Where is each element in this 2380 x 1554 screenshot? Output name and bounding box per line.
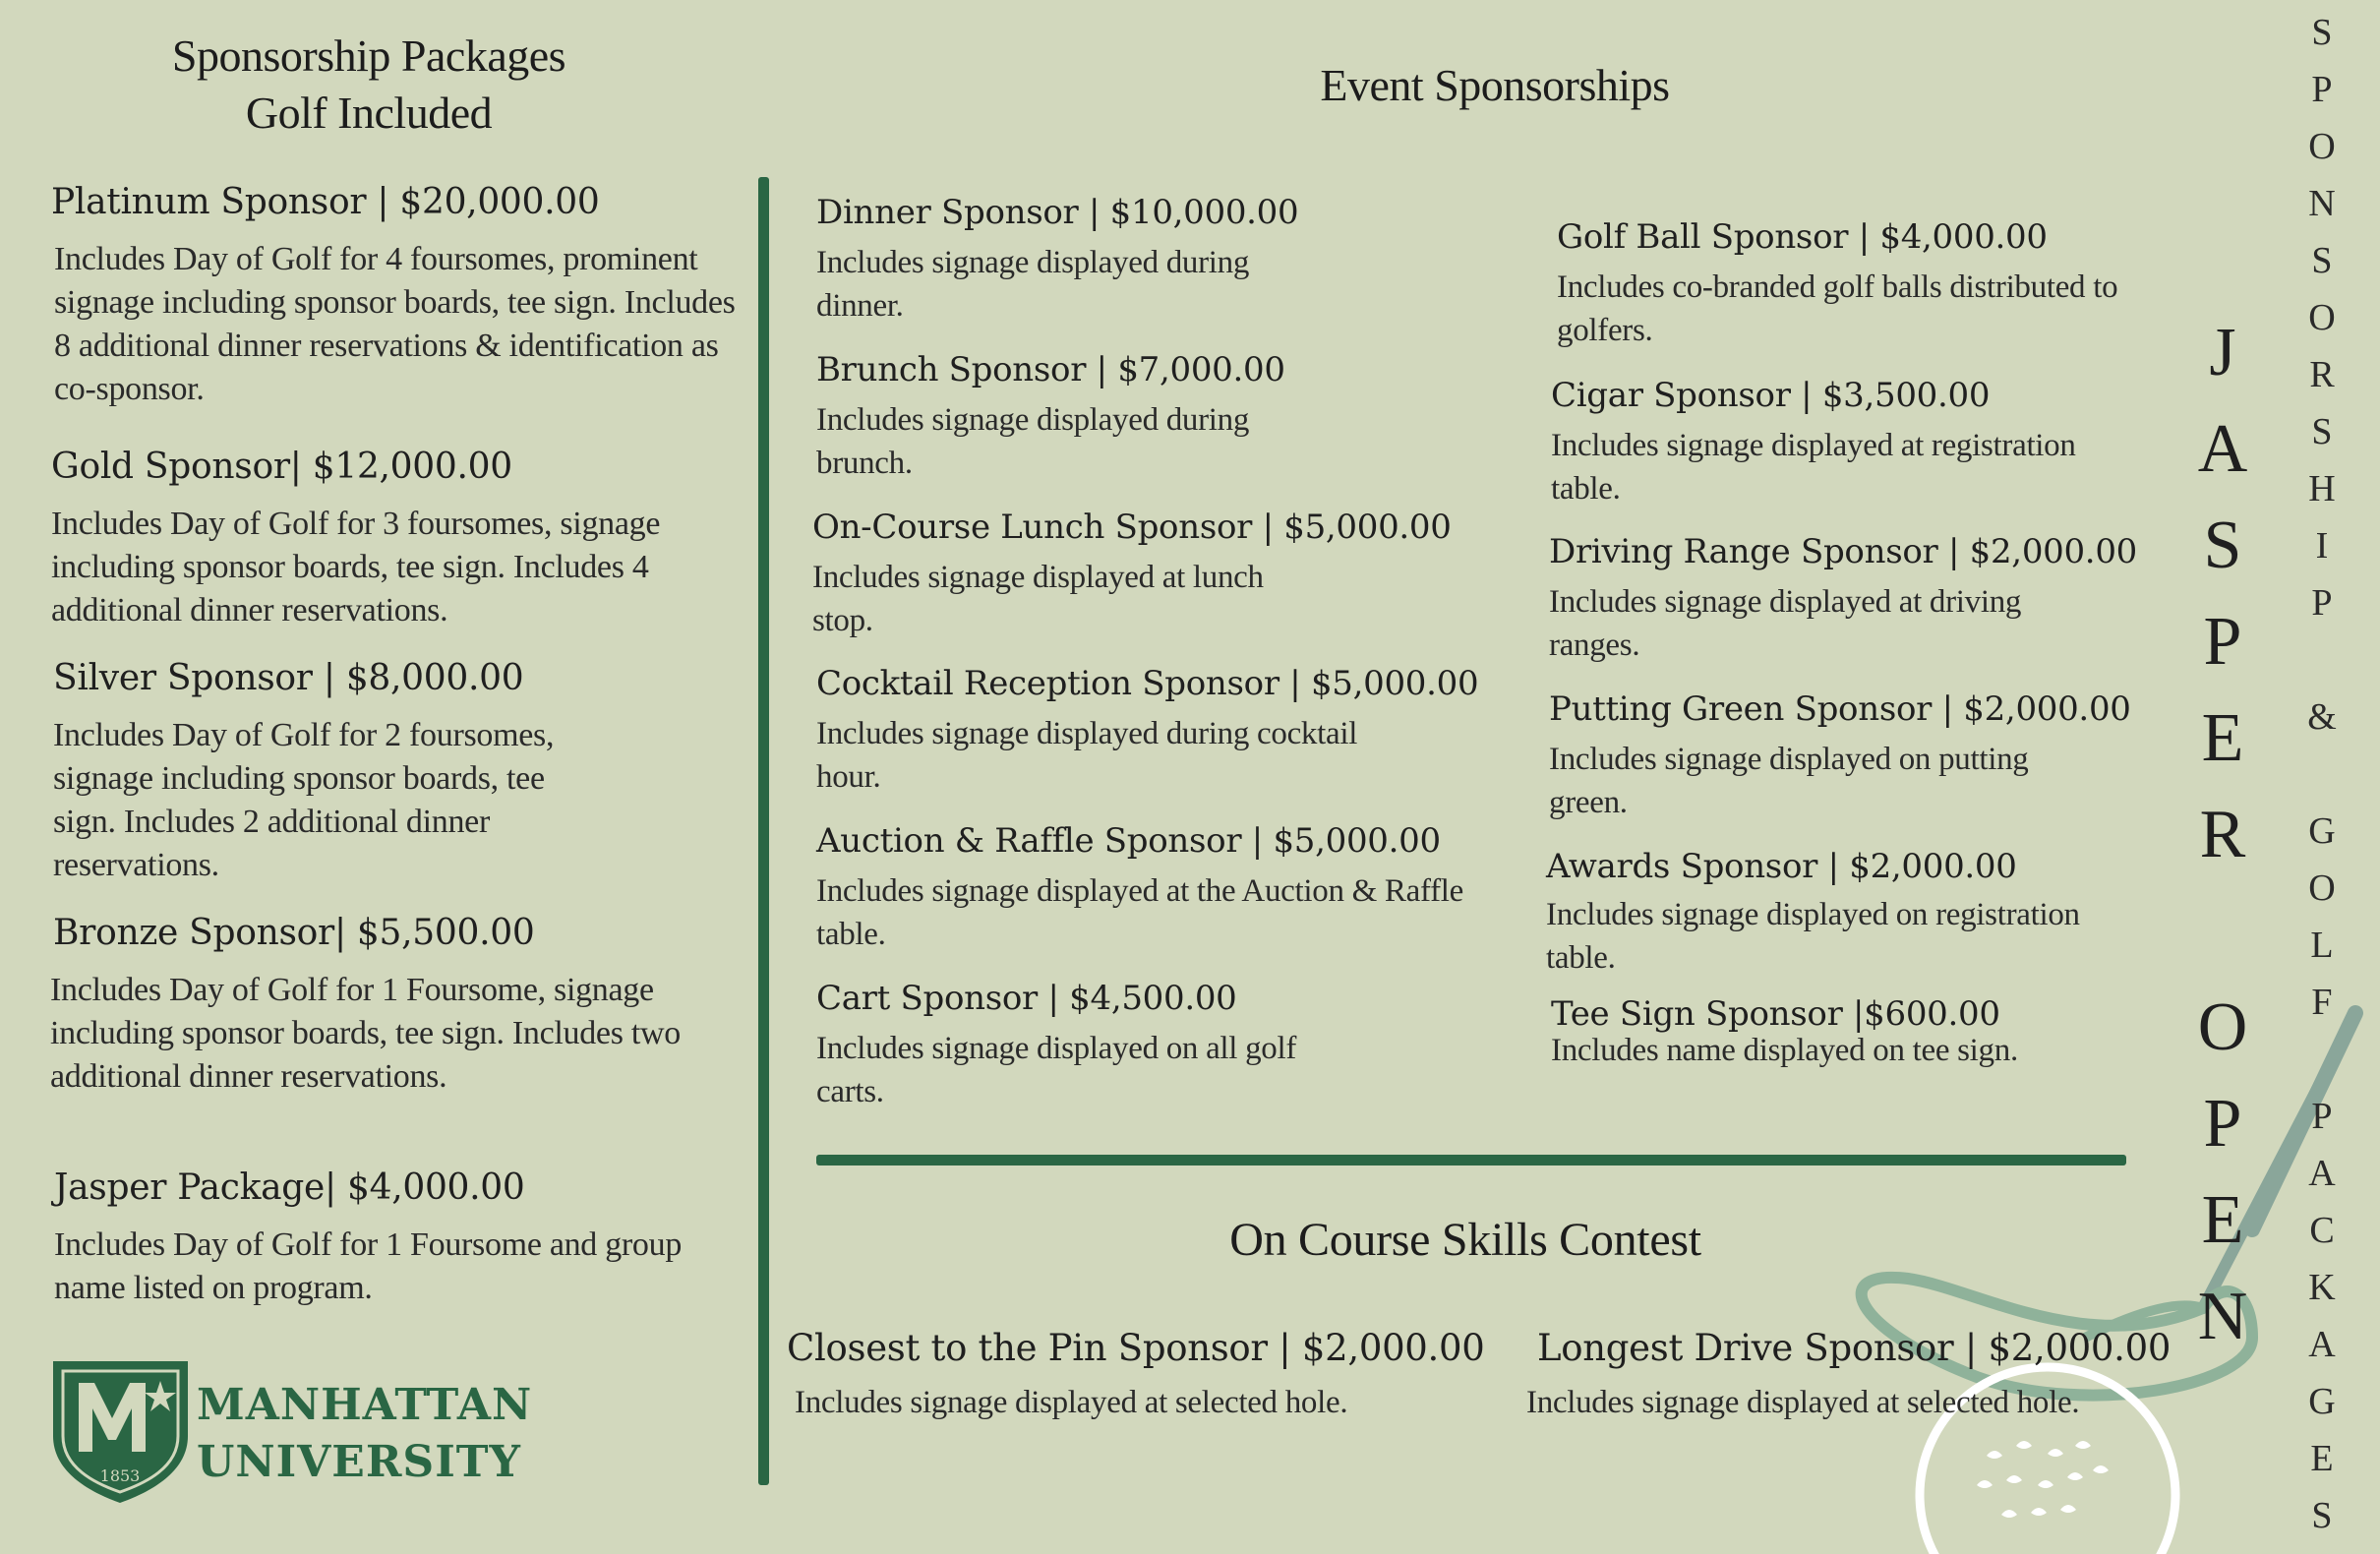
event-description: Includes signage displayed during dinner.: [816, 245, 1250, 324]
skills-description: Includes signage displayed at selected hole.: [1526, 1385, 2080, 1420]
event-sponsorships-title: Event Sponsorships: [1320, 60, 1670, 110]
logo-year: 1853: [99, 1466, 141, 1485]
event-heading: Auction & Raffle Sponsor | $5,000.00: [816, 821, 1441, 861]
event-heading: Driving Range Sponsor | $2,000.00: [1549, 532, 2137, 571]
event-lunch: [812, 507, 1452, 642]
package-description: Includes Day of Golf for 4 foursomes, prominent signage including sponsor boards, tee sign. Includes 8 additional dinner reservations & identification as co-sponsor.: [54, 241, 736, 407]
package-platinum: [51, 181, 740, 411]
jasper-open-vertical-title: J A S P E R O P E N: [2197, 315, 2248, 1354]
event-description: Includes signage displayed during cocktail hour.: [816, 716, 1358, 795]
skills-closest-to-pin: [787, 1328, 1495, 1424]
event-heading: Brunch Sponsor | $7,000.00: [816, 350, 1285, 389]
event-cocktail: [816, 663, 1479, 799]
event-tee-sign: [1551, 993, 2043, 1072]
event-description: Includes signage displayed at registration table.: [1551, 428, 2076, 507]
event-heading: Cart Sponsor | $4,500.00: [816, 979, 1237, 1018]
horizontal-divider: [816, 1155, 2126, 1166]
event-description: Includes co-branded golf balls distributed to golfers.: [1557, 269, 2118, 348]
event-description: Includes signage displayed on all golf carts.: [816, 1031, 1297, 1109]
event-heading: Putting Green Sponsor | $2,000.00: [1549, 689, 2131, 729]
package-heading: Gold Sponsor| $12,000.00: [51, 447, 512, 487]
package-heading: Jasper Package| $4,000.00: [54, 1167, 525, 1208]
skills-heading: Closest to the Pin Sponsor | $2,000.00: [787, 1327, 1485, 1369]
package-heading: Platinum Sponsor | $20,000.00: [51, 182, 600, 222]
package-description: Includes Day of Golf for 1 Foursome and group name listed on program.: [54, 1226, 683, 1306]
manhattan-shield-logo: [49, 1357, 192, 1505]
skills-heading: Longest Drive Sponsor | $2,000.00: [1537, 1327, 2172, 1369]
package-description: Includes Day of Golf for 3 foursomes, signage including sponsor boards, tee sign. Includes 4 additional dinner reservations.: [51, 506, 661, 628]
vertical-divider: [758, 177, 769, 1485]
package-silver: [53, 657, 604, 887]
skills-description: Includes signage displayed at selected hole.: [795, 1385, 1348, 1420]
event-description: Includes signage displayed at the Auction & Raffle table.: [816, 873, 1463, 952]
package-jasper: [54, 1166, 684, 1310]
sponsorship-golf-packages-vertical-subtitle: S P O N S O R S H I P & G O L F P A C K A G E S: [2307, 12, 2337, 1536]
package-description: Includes Day of Golf for 1 Foursome, signage including sponsor boards, tee sign. Includes two additional dinner reservations.: [50, 972, 681, 1095]
event-description: Includes name displayed on tee sign.: [1551, 1033, 2018, 1068]
event-description: Includes signage displayed on putting green.: [1549, 742, 2029, 820]
event-dinner: [816, 192, 1328, 328]
package-heading: Bronze Sponsor| $5,500.00: [53, 913, 535, 953]
event-heading: Cigar Sponsor | $3,500.00: [1551, 376, 1991, 415]
package-gold: [51, 446, 700, 632]
event-auction: [816, 820, 1524, 956]
package-bronze: [50, 912, 683, 1099]
event-description: Includes signage displayed during brunch.: [816, 402, 1250, 481]
event-putting-green: [1549, 688, 2131, 824]
package-heading: Silver Sponsor | $8,000.00: [53, 658, 524, 698]
event-description: Includes signage displayed at lunch stop.: [812, 560, 1264, 638]
package-description: Includes Day of Golf for 2 foursomes, signage including sponsor boards, tee sign. Includes 2 additional dinner reservations.: [53, 717, 555, 883]
event-golf-ball: [1557, 216, 2186, 352]
packages-title: Sponsorship Packages Golf Included: [171, 30, 566, 138]
skills-longest-drive: [1526, 1327, 2172, 1424]
event-awards: [1546, 846, 2156, 980]
university-wordmark: MANHATTAN UNIVERSITY: [197, 1380, 533, 1487]
skills-contest-title: On Course Skills Contest: [1229, 1214, 1701, 1266]
event-heading: On-Course Lunch Sponsor | $5,000.00: [812, 508, 1452, 547]
event-heading: Awards Sponsor | $2,000.00: [1546, 847, 2017, 886]
event-heading: Tee Sign Sponsor |$600.00: [1551, 994, 2000, 1034]
event-cigar: [1551, 375, 2141, 510]
event-heading: Cocktail Reception Sponsor | $5,000.00: [816, 664, 1479, 703]
event-driving-range: [1549, 531, 2137, 667]
event-heading: Dinner Sponsor | $10,000.00: [816, 193, 1299, 232]
event-heading: Golf Ball Sponsor | $4,000.00: [1557, 217, 2048, 257]
event-cart: [816, 978, 1347, 1113]
event-brunch: [816, 349, 1328, 485]
event-description: Includes signage displayed at driving ranges.: [1549, 584, 2022, 663]
event-description: Includes signage displayed on registration table.: [1546, 897, 2080, 976]
